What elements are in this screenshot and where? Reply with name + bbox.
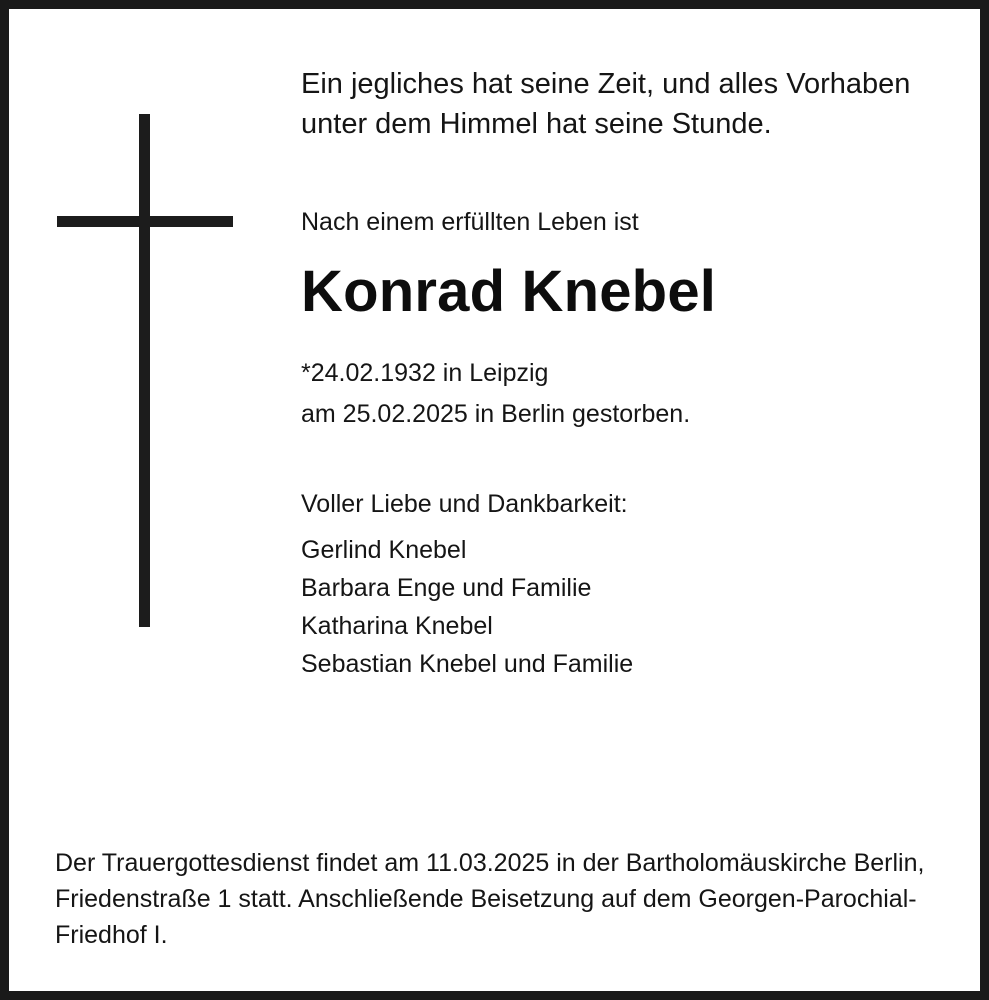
birth-line: *24.02.1932 in Leipzig — [301, 359, 549, 387]
notice-inner — [9, 9, 980, 991]
list-item: Sebastian Knebel und Familie — [301, 650, 634, 678]
lead-line: Nach einem erfüllten Leben ist — [301, 208, 639, 236]
bible-verse: Ein jegliches hat seine Zeit, und alles Vorhaben unter dem Himmel hat seine Stunde. — [301, 68, 911, 140]
christian-cross-icon — [57, 114, 237, 634]
family-list — [301, 531, 941, 683]
list-item: Gerlind Knebel — [301, 536, 467, 564]
list-item: Barbara Enge und Familie — [301, 574, 592, 602]
cross-vertical-bar — [139, 114, 150, 627]
notice-text-column — [301, 64, 941, 683]
list-item: Katharina Knebel — [301, 612, 493, 640]
life-dates — [301, 353, 941, 435]
deceased-name: Konrad Knebel — [301, 259, 717, 324]
cross-horizontal-bar — [57, 216, 233, 227]
funeral-service-details: Der Trauergottesdienst findet am 11.03.2025 in der Bartholomäuskirche Berlin, Friedenstraße 1 statt. Anschließende Beisetzung auf dem Georgen-Parochial-Friedhof I. — [55, 849, 925, 949]
thanks-label: Voller Liebe und Dankbarkeit: — [301, 490, 628, 518]
death-line: am 25.02.2025 in Berlin gestorben. — [301, 400, 691, 428]
